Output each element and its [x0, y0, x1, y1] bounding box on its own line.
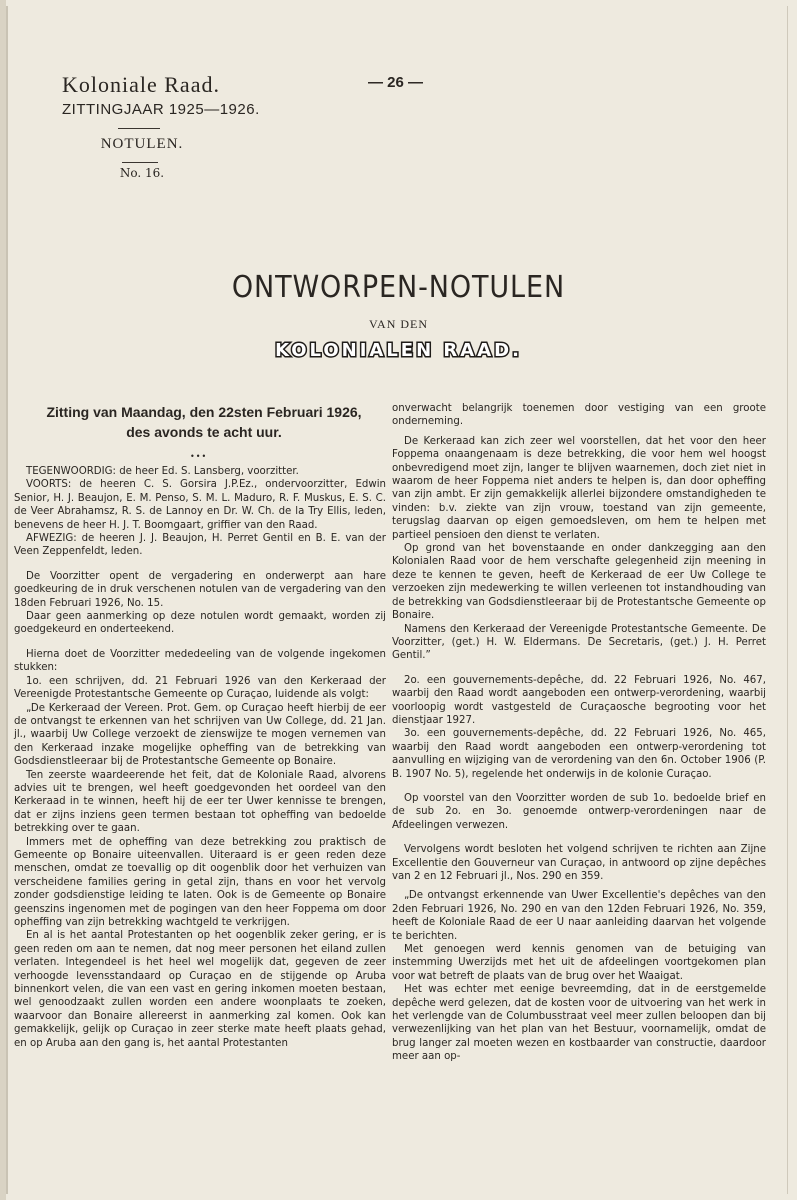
- paragraph: De Kerkeraad kan zich zeer wel voorstellen, dat het voor den heer Foppema onaangenaam is deze betrekking, die voor hem wel hoogst onbevredigend moet zijn, langer te blijven waarnemen, doch ziet niet in waarom de heer Foppema niet anders te helpen is, dan door opheffing van zijn ambt. Er zijn gemakkelijk allerlei bijzondere omstandigheden te vinden: b.v. ziekte van zijn vrouw, toestand van zijn gemeente, terugslag daarvan op eigen gemoedsleven, om hem te helpen met partieel pensioen den dienst te verlaten.: [392, 435, 766, 541]
- paragraph: onverwacht belangrijk toenemen door vestiging van een groote onderneming.: [392, 403, 766, 428]
- paragraph: „De Kerkeraad der Vereen. Prot. Gem. op Curaçao heeft hierbij de eer de ontvangst te erkennen van het schrijven van Uw College, dd. 21 Jan. jl., waarbij Uw College verzoekt de zienswijze te mogen vernemen van den Kerkeraad inzake mogelijke opheffing van de betrekking van Godsdienstleeraar bij de Protestantsche Gemeente op Bonaire.: [14, 702, 386, 768]
- paragraph: 2o. een gouvernements-depêche, dd. 22 Februari 1926, No. 467, waarbij den Raad wordt aangeboden een ontwerp-verordening, waarbij voorloopig wordt vastgesteld de Curaçaosche begrooting voor het dienstjaar 1927.: [392, 674, 766, 726]
- page-number: — 26 —: [368, 74, 424, 91]
- masthead-divider: [122, 162, 158, 163]
- paragraph: Op grond van het bovenstaande en onder dankzegging aan den Kolonialen Raad voor de hem verschafte gelegenheid zijn meening in deze te kennen te geven, heeft de Kerkeraad de eer Uw College te verzoeken zijn medewerking te willen verleenen tot instandhouding van de betrekking van Godsdienstleeraar bij de Protestantsche Gemeente op Bonaire.: [392, 543, 766, 622]
- session-heading: [24, 402, 384, 442]
- paragraph: Op voorstel van den Voorzitter worden de sub 1o. bedoelde brief en de sub 2o. en 3o. genoemde ontwerp-verordeningen naar de Afdeelingen verwezen.: [392, 792, 766, 831]
- decorated-title: KOLONIALEN RAAD.: [275, 340, 522, 361]
- section-label: NOTULEN.: [100, 136, 184, 152]
- paragraph: 1o. een schrijven, dd. 21 Februari 1926 van den Kerkeraad der Vereenigde Protestantsche Gemeente op Curaçao, luidende als volgt:: [14, 675, 386, 701]
- document-subtitle: VAN DEN: [368, 317, 429, 331]
- right-column: [392, 402, 766, 1064]
- paragraph: Met genoegen werd kennis genomen van de betuiging van instemming Uwerzijds met het uit de afdeelingen voortgekomen plan voor wat betreft de plaats van de brug over het Waaigat.: [392, 944, 766, 982]
- attendance-absent: AFWEZIG: de heeren J. J. Beaujon, H. Perret Gentil en B. E. van der Veen Zeppenfeldt, leden.: [14, 533, 386, 558]
- paragraph: Hierna doet de Voorzitter mededeeling van de volgende ingekomen stukken:: [14, 648, 386, 674]
- document-title: ONTWORPEN-NOTULEN: [231, 270, 566, 305]
- paragraph: Immers met de opheffing van deze betrekking zou praktisch de Gemeente op Bonaire uiteenvallen. Uiteraard is er geen reden deze menschen, omdat ze toevallig op dit oogenblik door het verhuizen van verscheidene families gering in getal zijn, thans en voor het vervolg zonder godsdienstige leiding te laten. Ook is de Gemeente op Bonaire geenszins ingenomen met de pogingen van den heer Foppema om door opheffing van zijn betrekking wachtgeld te verkrijgen.: [14, 836, 386, 928]
- ornament: •••: [190, 452, 208, 461]
- session-line-2: des avonds te acht uur.: [126, 424, 282, 440]
- issue-number: No. 16.: [119, 166, 165, 180]
- paragraph: En al is het aantal Protestanten op het oogenblik zeker gering, er is geen reden om aan te nemen, dat nog meer personen het eiland zullen verlaten. Integendeel is het heel wel mogelijk dat, gegeven de zeer verhoogde levensstandaard op Curaçao en de stijgende op Aruba binnenkort velen, die van een vast en gering inkomen moeten bestaan, wel genoodzaakt zullen worden een andere woonplaats te zoeken, waarvoor dan Bonaire allereerst in aanmerking zal komen. Ook kan gemakkelijk, gelijk op Curaçao in zeer sterke mate heeft plaats gehad, en op Aruba aan den gang is, het aantal Protestanten: [14, 930, 386, 1049]
- paragraph: Daar geen aanmerking op deze notulen wordt gemaakt, worden zij goedgekeurd en onderteekend.: [14, 611, 386, 636]
- session-line-1: Zitting van Maandag, den 22sten Februari 1926,: [46, 404, 362, 420]
- paragraph: „De ontvangst erkennende van Uwer Excellentie's depêches van den 2den Februari 1926, No. 290 en van den 12den Februari 1926, No. 359, heeft de Koloniale Raad de eer U naar aanleiding daarvan het volgende te berichten.: [392, 890, 766, 942]
- left-column: [14, 465, 386, 1050]
- paragraph: De Voorzitter opent de vergadering en onderwerpt aan hare goedkeuring de in druk verschenen notulen van de vergadering van den 18den Februari 1926, No. 15.: [14, 570, 386, 609]
- masthead-divider: [118, 128, 160, 129]
- paragraph: Vervolgens wordt besloten het volgend schrijven te richten aan Zijne Excellentie den Gouverneur van Curaçao, in antwoord op zijne depêches van 2 en 12 Februari jl., Nos. 290 en 359.: [392, 844, 766, 882]
- masthead-title: Koloniale Raad.: [62, 72, 220, 97]
- session-year: ZITTINGJAAR 1925—1926.: [62, 101, 260, 118]
- paragraph: Het was echter met eenige bevreemding, dat in de eerstgemelde depêche werd gelezen, dat de kosten voor de uitvoering van het werk in het verlengde van de Columbusstraat veel meer zullen beloopen dan bij verwezenlijking van het plan van het Bestuur, voornamelijk, omdat de brug langer zal moeten wezen en kostbaarder van constructie, daardoor meer aan op-: [392, 984, 766, 1063]
- paragraph: Ten zeerste waardeerende het feit, dat de Koloniale Raad, alvorens advies uit te brengen, wel heeft goedgevonden het oordeel van den Kerkeraad in te winnen, heeft hij de eer ter Uwer kennisse te brengen, dat er zijns inziens geen termen bestaan tot opheffing van bedoelde betrekking over te gaan.: [14, 769, 386, 835]
- paragraph: Namens den Kerkeraad der Vereenigde Protestantsche Gemeente. De Voorzitter, (get.) H. W. Eldermans. De Secretaris, (get.) J. H. Perret Gentil.”: [392, 623, 766, 662]
- paragraph: 3o. een gouvernements-depêche, dd. 22 Februari 1926, No. 465, waarbij den Raad wordt aangeboden een ontwerp-verordening tot aanvulling en wijziging van de verordening van den 6n. October 1906 (P. B. 1907 No. 5), regelende het onderwijs in de kolonie Curaçao.: [392, 728, 766, 780]
- attendance-others: VOORTS: de heeren C. S. Gorsira J.P.Ez., ondervoorzitter, Edwin Senior, H. J. Beaujon, E. M. Penso, S. M. L. Maduro, R. F. Muskus, E. S. C. de Veer Abrahamsz, R. S. de Lannoy en Dr. W. Ch. de la Try Ellis, leden, benevens de heer H. J. T. Boomgaart, griffier van den Raad.: [14, 479, 386, 531]
- attendance-present: TEGENWOORDIG: de heer Ed. S. Lansberg, voorzitter.: [26, 466, 299, 477]
